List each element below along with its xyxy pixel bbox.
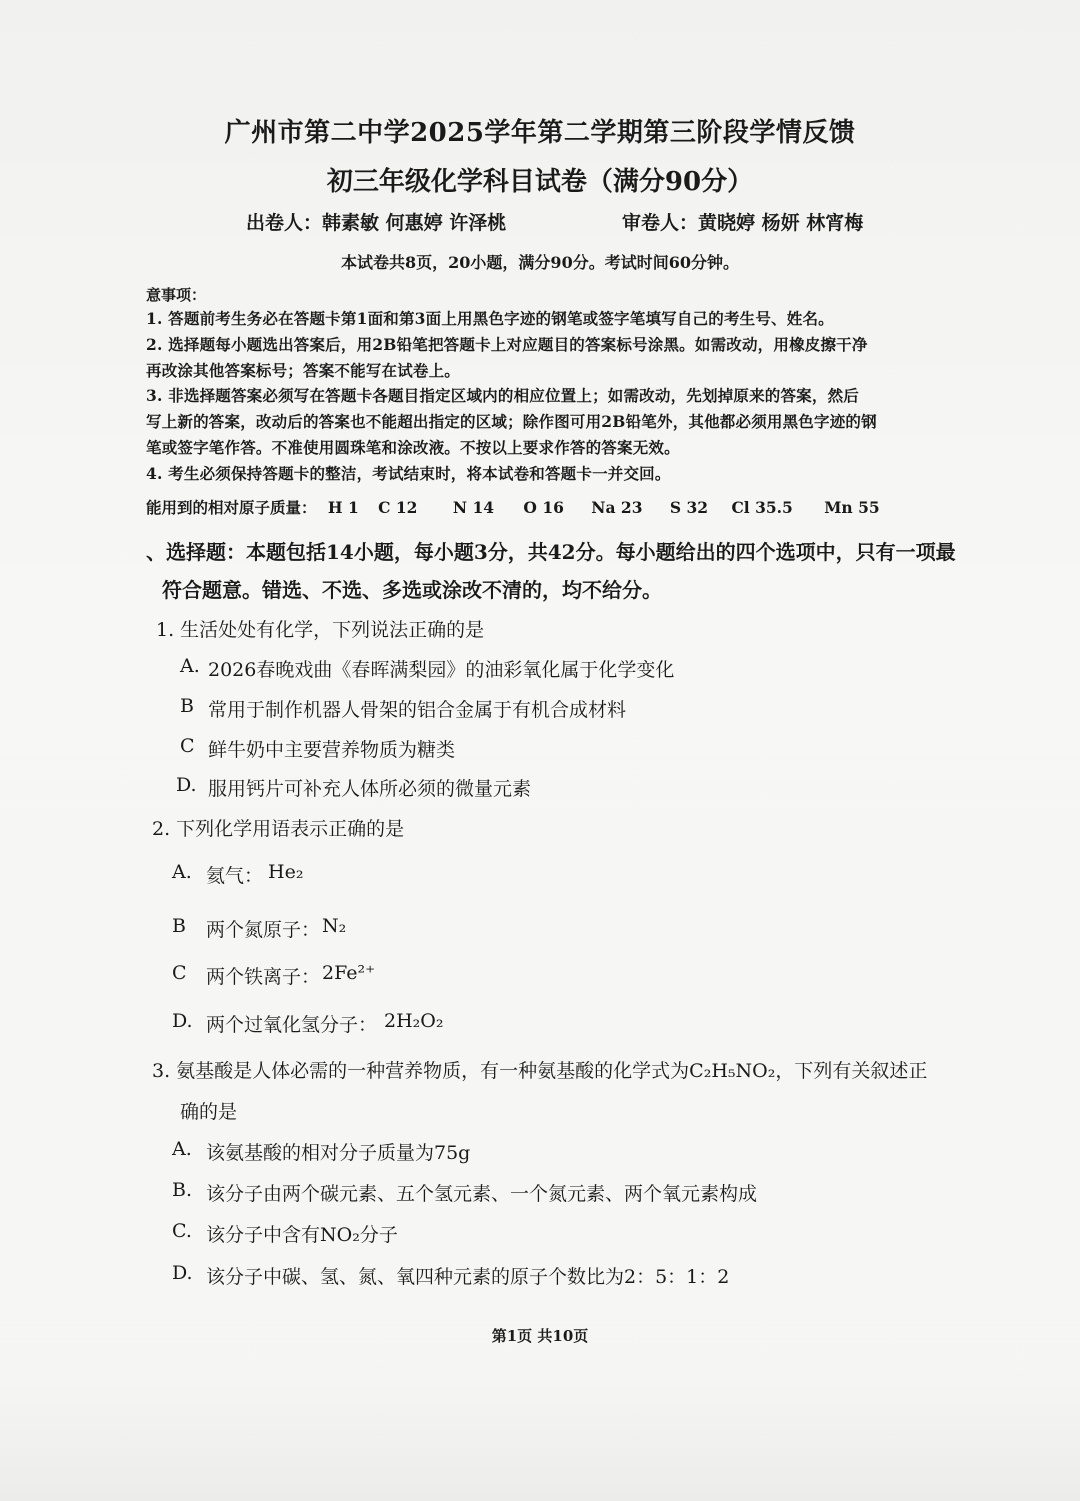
- exam-subtitle: 初三年级化学科目试卷（满分90分）: [326, 167, 754, 197]
- notes-title: 意事项：: [146, 286, 207, 304]
- option-text: 服用钙片可补充人体所必须的微量元素: [208, 778, 532, 800]
- atomic-mass-value: Mn 55: [824, 498, 880, 517]
- exam-title: 广州市第二中学2025学年第二学期第三阶段学情反馈: [224, 118, 856, 148]
- note-item: 4. 考生必须保持答题卡的整洁，考试结束时，将本试卷和答题卡一并交回。: [146, 464, 671, 483]
- atomic-mass-value: Cl 35.5: [731, 498, 793, 517]
- option-label: D.: [172, 1010, 193, 1032]
- option-text: 常用于制作机器人骨架的铝合金属于有机合成材料: [208, 699, 627, 721]
- scan-shadow: [0, 1380, 1080, 1501]
- atomic-mass-value: N 14: [452, 498, 495, 517]
- atomic-masses-label: 能用到的相对原子质量：: [146, 498, 317, 517]
- option-formula: He₂: [268, 861, 304, 883]
- option-text: 2026春晚戏曲《春晖满梨园》的油彩氧化属于化学变化: [208, 659, 675, 681]
- option-label: D.: [172, 1262, 193, 1284]
- option-label: C.: [172, 1220, 192, 1242]
- atomic-mass-value: O 16: [523, 498, 564, 517]
- option-text: 该分子由两个碳元素、五个氢元素、一个氮元素、两个氧元素构成: [206, 1183, 758, 1205]
- reviewers: 审卷人：黄晓婷 杨妍 林宵梅: [622, 212, 864, 234]
- page-footer: 第1页 共10页: [491, 1327, 589, 1345]
- option-text: 两个铁离子：: [206, 966, 321, 988]
- option-formula: 2Fe²⁺: [322, 962, 376, 984]
- question-stem: 2. 下列化学用语表示正确的是: [152, 818, 405, 840]
- option-label: C: [180, 735, 195, 757]
- note-item: 2. 选择题每小题选出答案后，用2B铅笔把答题卡上对应题目的答案标号涂黑。如需改动，用橡皮擦干净: [146, 335, 868, 354]
- atomic-masses: [146, 496, 880, 518]
- section-instructions: 符合题意。错选、不选、多选或涂改不清的，均不给分。: [162, 578, 662, 602]
- question-stem: 3. 氨基酸是人体必需的一种营养物质，有一种氨基酸的化学式为C₂H₅NO₂，下列有关叙述正: [152, 1060, 928, 1082]
- option-label: D.: [176, 774, 197, 796]
- option-text: 两个氮原子：: [206, 919, 321, 941]
- option-label: B: [180, 695, 194, 717]
- option-formula: 2H₂O₂: [384, 1010, 444, 1032]
- option-formula: N₂: [322, 915, 347, 937]
- exam-summary: 本试卷共8页，20小题，满分90分。考试时间60分钟。: [341, 253, 739, 272]
- authors: 出卷人：韩素敏 何惠婷 许泽桃: [246, 212, 507, 234]
- note-item: 再改涂其他答案标号；答案不能写在试卷上。: [146, 361, 461, 380]
- option-label: A.: [180, 655, 200, 677]
- question-stem: 1. 生活处处有化学，下列说法正确的是: [156, 619, 485, 641]
- option-text: 该分子中含有NO₂分子: [206, 1224, 398, 1246]
- note-item: 写上新的答案，改动后的答案也不能超出指定的区域；除作图可用2B铅笔外，其他都必须用黑色字迹的钢: [146, 412, 877, 431]
- option-text: 两个过氧化氢分子：: [206, 1014, 378, 1036]
- atomic-mass-value: S 32: [669, 498, 709, 517]
- option-label: A.: [172, 861, 192, 883]
- note-item: 笔或签字笔作答。不准使用圆珠笔和涂改液。不按以上要求作答的答案无效。: [146, 438, 680, 457]
- atomic-mass-value: H 1: [327, 498, 359, 517]
- option-label: B.: [172, 1179, 193, 1201]
- question-stem-continued: 确的是: [180, 1101, 238, 1123]
- option-text: 鲜牛奶中主要营养物质为糖类: [208, 739, 456, 761]
- atomic-mass-value: Na 23: [591, 498, 643, 517]
- atomic-mass-value: C 12: [378, 498, 418, 517]
- option-text: 该分子中碳、氢、氮、氧四种元素的原子个数比为2：5：1：2: [206, 1266, 730, 1288]
- option-text: 氦气：: [206, 865, 264, 887]
- note-item: 1. 答题前考生务必在答题卡第1面和第3面上用黑色字迹的钢笔或签字笔填写自己的考生号、姓名。: [146, 309, 834, 328]
- option-label: B: [172, 915, 186, 937]
- section-heading: 、选择题：本题包括14小题，每小题3分，共42分。每小题给出的四个选项中，只有一项最: [146, 540, 956, 564]
- note-item: 3. 非选择题答案必须写在答题卡各题目指定区域内的相应位置上；如需改动，先划掉原来的答案，然后: [146, 386, 859, 405]
- option-text: 该氨基酸的相对分子质量为75g: [206, 1142, 471, 1164]
- option-label: C: [172, 962, 187, 984]
- option-label: A.: [172, 1138, 192, 1160]
